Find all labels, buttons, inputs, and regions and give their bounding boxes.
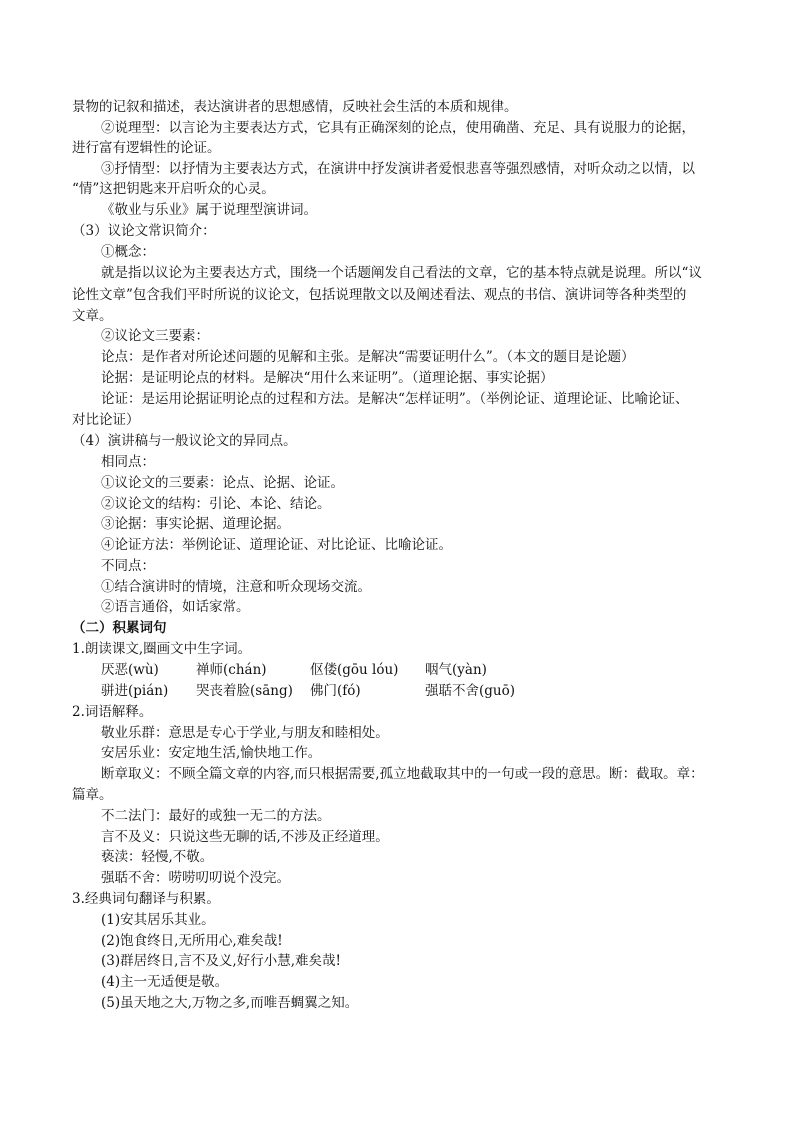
text-line: ③论据：事实论据、道理论据。 <box>101 516 290 532</box>
text-line: ②议论文的结构：引论、本论、结论。 <box>101 496 331 512</box>
text-line: (2)饱食终日,无所用心,难矣哉! <box>101 933 283 949</box>
text-line: 不同点： <box>101 558 155 574</box>
text-line: 进行富有逻辑性的论证。 <box>72 140 221 156</box>
text-line: ③抒情型：以抒情为主要表达方式，在演讲中抒发演讲者爱恨悲喜等强烈感情，对听众动之以情，以 <box>101 161 695 177</box>
text-line: 论证：是运用论据证明论点的过程和方法。是解决“怎样证明”。（举例论证、道理论证、比喻论证、 <box>101 391 689 407</box>
text-line: 3.经典词句翻译与积累。 <box>72 891 220 907</box>
text-line: ①结合演讲时的情境，注意和听众现场交流。 <box>101 579 371 595</box>
text-line: 文章。 <box>72 308 113 324</box>
text-line: 对比论证） <box>72 412 140 428</box>
text-line: “情”这把钥匙来开启听众的心灵。 <box>72 181 275 197</box>
text-line: 相同点： <box>101 454 155 470</box>
text-line: ①议论文的三要素：论点、论据、论证。 <box>101 475 344 491</box>
vocab-item: 骈进(pián) <box>101 683 169 699</box>
text-line: ②语言通俗，如话家常。 <box>101 599 250 615</box>
vocab-item: 伛偻(gōu lóu) <box>310 662 399 678</box>
text-line: 1.朗读课文,圈画文中生字词。 <box>72 641 252 657</box>
text-line: 断章取义：不顾全篇文章的内容,而只根据需要,孤立地截取其中的一句或一段的意思。断：截取。章： <box>101 766 704 782</box>
text-line: (1)安其居乐其业。 <box>101 912 215 928</box>
text-line: ④论证方法：举例论证、道理论证、对比论证、比喻论证。 <box>101 537 452 553</box>
section-heading: （4）演讲稿与一般议论文的异同点。 <box>72 433 297 449</box>
vocab-item: 强聒不舍(guō) <box>425 683 515 699</box>
text-line: 亵渎：轻慢,不敬。 <box>101 849 214 865</box>
text-line: (4)主一无适便是敬。 <box>101 974 229 990</box>
section-heading: （3）议论文常识简介： <box>72 223 216 239</box>
vocab-item: 哭丧着脸(sāng) <box>196 683 293 699</box>
text-line: 篇章。 <box>72 787 113 803</box>
vocab-item: 禅师(chán) <box>196 662 267 678</box>
text-line: 论据：是证明论点的材料。是解决“用什么来证明”。（道理论据、事实论据） <box>101 370 554 386</box>
text-line: 安居乐业：安定地生活,愉快地工作。 <box>101 745 322 761</box>
text-line: 论性文章”包含我们平时所说的议论文，包括说理散文以及阐述看法、观点的书信、演讲词等各种类型的 <box>72 287 687 303</box>
text-line: 敬业乐群：意思是专心于学业,与朋友和睦相处。 <box>101 725 389 741</box>
text-line: ②说理型：以言论为主要表达方式，它具有正确深刻的论点，使用确凿、充足、具有说服力的论据， <box>101 120 695 136</box>
text-line: (3)群居终日,言不及义,好行小慧,难矣哉! <box>101 953 341 969</box>
vocab-item: 佛门(fó) <box>310 683 361 699</box>
text-line: 《敬业与乐业》属于说理型演讲词。 <box>101 202 317 218</box>
vocab-item: 咽气(yàn) <box>425 662 487 678</box>
text-line: 言不及义：只说这些无聊的话,不涉及正经道理。 <box>101 829 389 845</box>
text-line: ②议论文三要素： <box>101 328 209 344</box>
text-line: 不二法门：最好的或独一无二的方法。 <box>101 808 331 824</box>
text-line: 就是指以议论为主要表达方式，围绕一个话题阐发自己看法的文章，它的基本特点就是说理。所以“议 <box>101 265 702 281</box>
text-line: 景物的记叙和描述，表达演讲者的思想感情，反映社会生活的本质和规律。 <box>72 99 518 115</box>
vocab-item: 厌恶(wù) <box>101 662 159 678</box>
text-line: ①概念： <box>101 244 155 260</box>
text-line: 2.词语解释。 <box>72 704 153 720</box>
section-heading: （二）积累词句 <box>72 620 167 636</box>
text-line: 强聒不舍：唠唠叨叨说个没完。 <box>101 870 290 886</box>
text-line: (5)虽天地之大,万物之多,而唯吾蜩翼之知。 <box>101 995 359 1011</box>
text-line: 论点：是作者对所论述问题的见解和主张。是解决“需要证明什么”。（本文的题目是论题） <box>101 349 635 365</box>
